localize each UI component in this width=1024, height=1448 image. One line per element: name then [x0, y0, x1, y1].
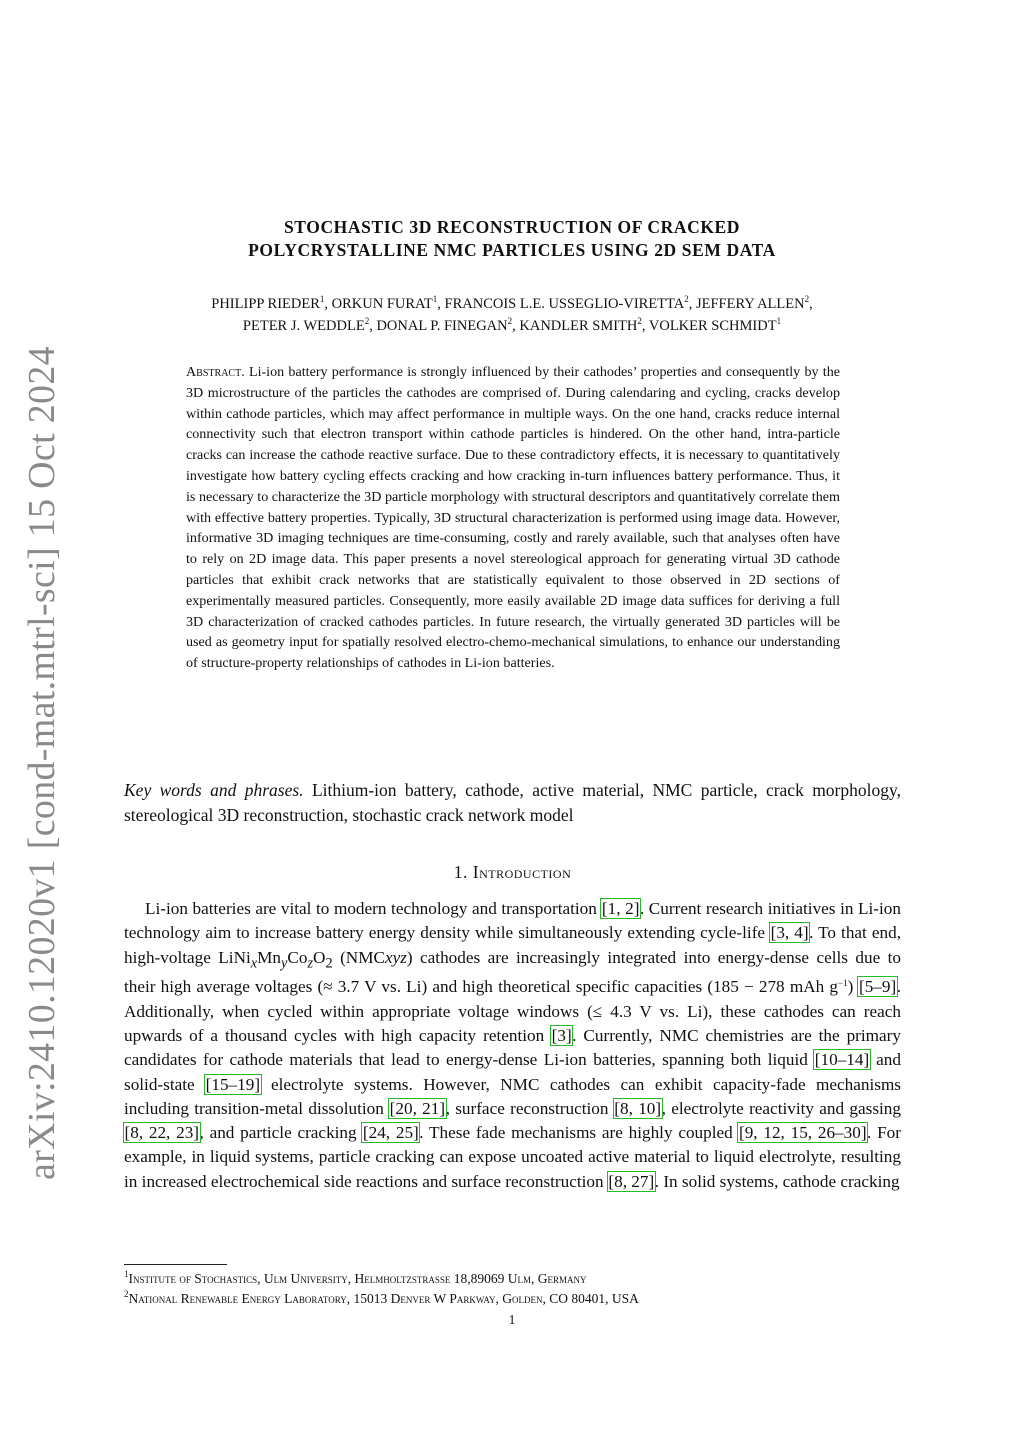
footnote-text: Institute of Stochastics, Ulm University, Helmholtzstraße 18,89069 Ulm, Germany — [128, 1271, 587, 1286]
abstract-label: Abstract. — [186, 364, 245, 380]
citation-link[interactable]: [15–19] — [205, 1074, 261, 1094]
footnote-1 — [124, 1269, 914, 1289]
citation-link[interactable]: [24, 25] — [362, 1123, 419, 1143]
author-list — [130, 293, 894, 337]
citation-link[interactable]: [5–9] — [858, 977, 897, 997]
body-text: Co — [287, 947, 308, 967]
body-text: . These fade mechanisms are highly coupled — [419, 1123, 739, 1143]
footnote-text: National Renewable Energy Laboratory, 15013 Denver W Parkway, Golden, CO 80401, USA — [128, 1291, 639, 1306]
body-text: . Currently, NMC chemistries are the primary candidates for cathode materials that lead to energy-dense Li-ion batteries, spanning both liquid — [124, 1025, 901, 1070]
affiliation-mark: 2 — [507, 316, 513, 326]
math-subscript: x — [250, 955, 258, 972]
body-text: . Current research initiatives in Li-ion technology aim to increase battery energy density while simultaneously extending cycle-life — [124, 899, 901, 943]
abstract-text: Li-ion battery performance is strongly influenced by their cathodes’ properties and consequently by the 3D microstructure of the particles the cathodes are comprised of. During calendaring and cycling, cracks develop within cathode particles, which may affect performance in multiple ways. On the one hand, cracks reduce internal connectivity such that electron transport within cathode particles is hindered. On the other hand, intra-particle cracks can increase the cathode reactive surface. Due to these contradictory effects, it is necessary to quantitatively investigate how battery cycling effects cracking and how cracking in-turn influences battery performance. Thus, it is necessary to characterize the 3D particle morphology with structural descriptors and quantitatively correlate them with effective battery properties. Typically, 3D structural characterization is performed using image data. However, informative 3D imaging techniques are time-consuming, costly and rarely available, such that analyses often have to rely on 2D image data. This paper presents a novel stereological approach for generating virtual 3D cathode particles that exhibit crack networks that are statistically equivalent to those observed in 2D sections of experimentally measured particles. Consequently, more easily available 2D image data suffices for deriving a full 3D characterization of cracked cathodes particles. In future research, the virtually generated 3D particles will be used as geometry input for spatially resolved electro-chemo-mechanical simulations, to enhance our understanding of structure-property relationships of cathodes in Li-ion batteries. — [186, 364, 840, 672]
math-superscript: −1 — [837, 978, 848, 989]
body-text: , and particle cracking — [199, 1123, 363, 1143]
body-text: , electrolyte reactivity and gassing — [661, 1098, 901, 1118]
citation-link[interactable]: [8, 27] — [608, 1171, 655, 1191]
footnote-mark: 2 — [124, 1289, 129, 1299]
body-text: . Additionally, when cycled within appropriate voltage windows (≤ 4.3 V vs. Li), these cathodes can reach upwards of a thousand cycles with high capacity retention — [124, 977, 901, 1045]
author-name: , FRANCOIS L.E. USSEGLIO-VIRETTA — [437, 296, 685, 312]
body-text: . For example, in liquid systems, particle cracking can expose uncoated active material to liquid electrolyte, resulting in increased electrochemical side reactions and surface reconstruction — [124, 1123, 901, 1191]
footnote-rule — [124, 1264, 227, 1265]
affiliation-mark: 2 — [804, 294, 810, 304]
arxiv-sidebar — [12, 346, 72, 1180]
section-heading-introduction: 1. Introduction — [453, 862, 572, 882]
citation-link[interactable]: [1, 2] — [601, 899, 640, 918]
affiliation-mark: 2 — [637, 316, 642, 326]
citation-link[interactable]: [10–14] — [814, 1050, 870, 1070]
author-line-2 — [130, 315, 894, 337]
keywords-text: Lithium-ion battery, cathode, active material, NMC particle, crack morphology, stereological 3D reconstruction, stochastic crack network model — [124, 780, 901, 825]
math-italic: xyz — [384, 947, 407, 967]
body-text: Li-ion batteries are vital to modern technology and transportation — [145, 899, 602, 918]
abstract — [186, 362, 840, 674]
author-name: PETER J. WEDDLE — [242, 318, 365, 334]
paper-title — [150, 216, 874, 262]
title-line-1: STOCHASTIC 3D RECONSTRUCTION OF CRACKED — [283, 217, 741, 237]
citation-link[interactable]: [3, 4] — [770, 923, 809, 943]
author-line-1: PHILIPP RIEDER$^1$, ORKUN FURAT$^1$, FRANCOIS L.E. USSEGLIO-VIRETTA$^2$, JEFFERY ALLEN$^2$, — [211, 294, 813, 312]
footnotes — [124, 1269, 914, 1309]
body-text: and solid-state — [124, 1050, 901, 1094]
footnote-mark: 1 — [124, 1269, 129, 1279]
math-subscript: 2 — [325, 955, 333, 972]
body-text: ) cathodes are increasingly integrated into energy-dense cells due to their high average voltages (≈ 3.7 V vs. Li) and high theoretical specific capacities (185 − 278 mAh g — [124, 947, 901, 997]
affiliation-mark: 1 — [776, 316, 782, 326]
body-text: . To that end, high-voltage LiNi — [124, 923, 901, 967]
author-name: , ORKUN FURAT — [324, 296, 433, 312]
body-text: electrolyte systems. However, NMC cathodes can exhibit capacity-fade mechanisms including transition-metal dissolution — [124, 1074, 901, 1118]
citation-link[interactable]: [3] — [551, 1025, 572, 1045]
footnote-2 — [124, 1289, 914, 1309]
citation-link[interactable]: [20, 21] — [389, 1098, 446, 1118]
body-text: ) — [847, 977, 859, 997]
affiliation-mark: 2 — [364, 316, 370, 326]
citation-link[interactable]: [9, 12, 15, 26–30] — [738, 1123, 867, 1143]
citation-link[interactable]: [8, 22, 23] — [124, 1123, 200, 1143]
introduction-paragraph — [124, 897, 901, 1194]
author-name: , KANDLER SMITH — [512, 318, 638, 334]
citation-link[interactable]: [8, 10] — [614, 1098, 662, 1118]
author-name: , DONAL P. FINEGAN — [369, 318, 508, 334]
author-name: , JEFFERY ALLEN — [688, 296, 805, 312]
body-text: Mn — [257, 947, 282, 967]
math-subscript: y — [281, 955, 288, 972]
page-number: 1 — [508, 1312, 516, 1327]
affiliation-mark: 1 — [319, 294, 325, 304]
affiliation-mark: 1 — [432, 294, 438, 304]
affiliation-mark: 2 — [684, 294, 689, 304]
math-subscript: z — [307, 955, 314, 972]
body-text: , surface reconstruction — [445, 1098, 614, 1118]
body-text: . In solid systems, cathode cracking — [654, 1171, 900, 1191]
keywords-label: Key words and phrases. — [124, 780, 304, 800]
arxiv-identifier: arXiv:2410.12020v1 [cond-mat.mtrl-sci] 15 Oct 2024 — [21, 346, 63, 1180]
body-text: O — [313, 947, 326, 967]
keywords — [124, 778, 901, 827]
title-line-2: POLYCRYSTALLINE NMC PARTICLES USING 2D SEM DATA — [248, 240, 776, 260]
author-name: PHILIPP RIEDER — [211, 296, 320, 312]
author-name: , VOLKER SCHMIDT — [641, 318, 777, 334]
body-text: (NMC — [332, 947, 385, 967]
